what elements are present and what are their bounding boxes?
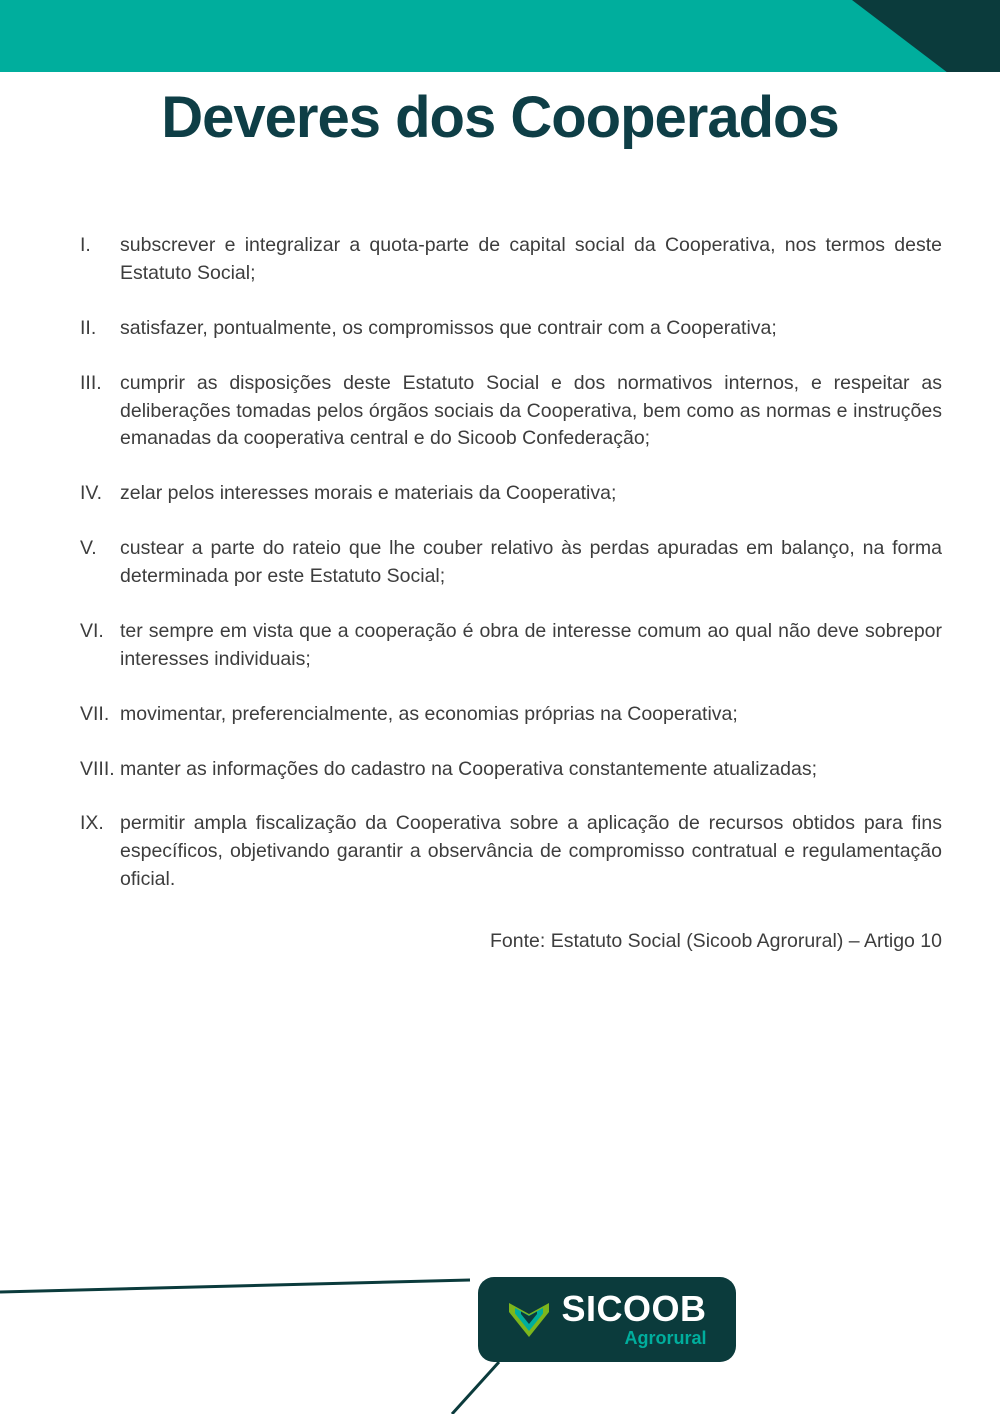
list-item <box>80 480 942 508</box>
source-line: Fonte: Estatuto Social (Sicoob Agrorural) – Artigo 10 <box>490 930 942 952</box>
item-text: ter sempre em vista que a cooperação é obra de interesse comum ao qual não deve sobrepor interesses individuais; <box>120 619 942 670</box>
list-item <box>80 618 942 674</box>
item-text: cumprir as disposições deste Estatuto Social e dos normativos internos, e respeitar as deliberações tomadas pelos órgãos sociais da Cooperativa, bem como as normas e instruções emanadas da cooperativa central e do Sicoob Confederação; <box>120 371 942 450</box>
item-numeral: VIII. <box>80 757 115 780</box>
list-item <box>80 315 942 343</box>
item-text: custear a parte do rateio que lhe couber relativo às perdas apuradas em balanço, na forma determinada por este Estatuto Social; <box>120 537 942 587</box>
item-numeral: IV. <box>80 482 103 505</box>
deveres-list <box>80 232 942 953</box>
footer <box>0 1269 1000 1414</box>
item-text: satisfazer, pontualmente, os compromissos que contrair com a Cooperativa; <box>120 316 777 339</box>
item-text: manter as informações do cadastro na Cooperativa constantemente atualizadas; <box>120 757 817 780</box>
item-text: movimentar, preferencialmente, as economias próprias na Cooperativa; <box>120 702 738 725</box>
sicoob-logo-text <box>561 1287 707 1349</box>
list-item <box>80 232 942 288</box>
item-text: subscrever e integralizar a quota-parte de capital social da Cooperativa, nos termos deste Estatuto Social; <box>120 234 942 284</box>
sicoob-sub-brand-text: Agrorural <box>624 1327 707 1348</box>
item-numeral: III. <box>80 371 102 394</box>
sicoob-logo-icon <box>507 1297 551 1342</box>
item-text: permitir ampla fiscalização da Cooperativa sobre a aplicação de recursos obtidos para fins específicos, objetivando garantir a observância de compromisso contratual e regulamentação oficial. <box>120 812 942 891</box>
item-numeral: VI. <box>80 619 104 642</box>
list-item <box>80 756 942 784</box>
item-numeral: II. <box>80 316 97 339</box>
list-item <box>80 701 942 729</box>
sicoob-badge-content <box>478 1277 736 1362</box>
list-item <box>80 370 942 454</box>
header-bar <box>0 0 1000 72</box>
item-numeral: IX. <box>80 812 104 835</box>
list-item <box>80 810 942 894</box>
item-text: zelar pelos interesses morais e materiais da Cooperativa; <box>120 482 617 505</box>
item-numeral: V. <box>80 537 97 560</box>
item-numeral: I. <box>80 234 91 256</box>
item-numeral: VII. <box>80 702 110 725</box>
page-title: Deveres dos Cooperados <box>161 85 839 150</box>
list-item <box>80 535 942 591</box>
sicoob-brand-text: SICOOB <box>561 1287 707 1329</box>
